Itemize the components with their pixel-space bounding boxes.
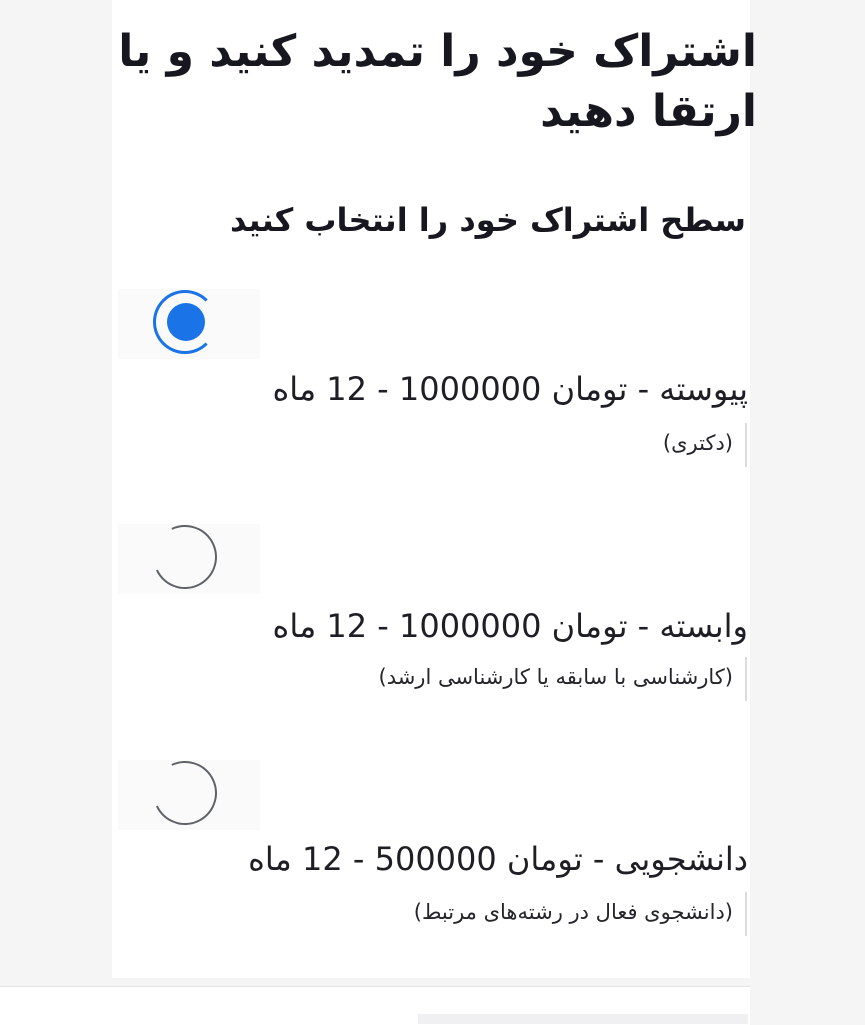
- description-divider: [745, 892, 747, 936]
- option-3-description: [147, 897, 747, 927]
- option-2-description-text: (کارشناسی با سابقه یا کارشناسی ارشد): [378, 665, 733, 689]
- radio-checked-icon: [153, 290, 217, 354]
- option-2-label[interactable]: وابسته - تومان 1000000 - 12 ماه: [272, 607, 748, 645]
- option-1-label[interactable]: پیوسته - تومان 1000000 - 12 ماه: [272, 370, 748, 408]
- next-section-field[interactable]: [418, 1014, 748, 1024]
- subscription-card: [112, 0, 750, 978]
- option-3-description-text: (دانشجوی فعال در رشته‌های مرتبط): [413, 900, 733, 924]
- section-subtitle: سطح اشتراک خود را انتخاب کنید: [230, 201, 746, 239]
- page-title: اشتراک خود را تمدید کنید و یا ارتقا دهید: [118, 26, 757, 137]
- radio-unchecked-icon: [144, 752, 226, 834]
- option-1-radio[interactable]: [118, 289, 260, 359]
- option-2-radio[interactable]: [118, 524, 260, 594]
- option-1-description-text: (دکتری): [662, 431, 733, 455]
- option-3-label[interactable]: دانشجویی - تومان 500000 - 12 ماه: [248, 840, 748, 878]
- option-3-radio[interactable]: [118, 760, 260, 830]
- radio-unchecked-icon: [144, 516, 226, 598]
- option-2-description: [147, 662, 747, 692]
- option-1-description: [147, 428, 747, 458]
- description-divider: [745, 423, 747, 467]
- description-divider: [745, 657, 747, 701]
